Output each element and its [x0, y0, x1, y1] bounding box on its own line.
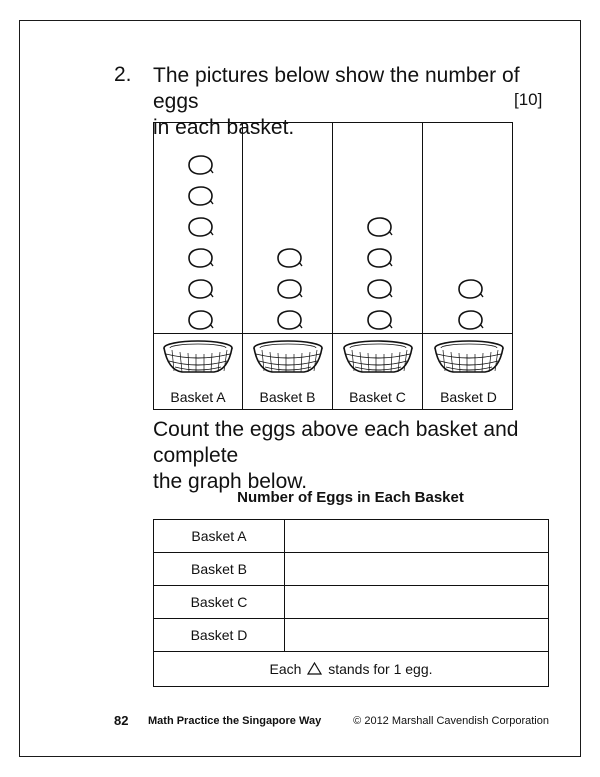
graph-row-label: Basket A	[154, 520, 285, 553]
key-after: stands for 1 egg.	[328, 660, 433, 677]
basket-column	[154, 123, 243, 409]
basket-icon	[160, 338, 236, 381]
egg-icon	[365, 309, 393, 336]
book-title: Math Practice the Singapore Way	[148, 715, 322, 727]
question-marks: [10]	[514, 90, 543, 109]
graph-row-label: Basket C	[154, 586, 285, 619]
basket-column	[423, 123, 514, 409]
picture-graph-table	[153, 519, 549, 687]
egg-icon	[186, 278, 214, 305]
basket-column	[243, 123, 333, 409]
graph-row-c	[154, 586, 549, 619]
egg-icon	[456, 278, 484, 305]
egg-icon	[365, 247, 393, 274]
egg-icon	[456, 309, 484, 336]
basket-label: Basket A	[170, 389, 226, 405]
graph-key	[154, 652, 549, 687]
egg-icon	[186, 216, 214, 243]
graph-row-label: Basket D	[154, 619, 285, 652]
egg-icon	[275, 247, 303, 274]
question-line-1: The pictures below show the number of eggs	[153, 64, 520, 113]
question-line-2: in each basket.	[153, 116, 295, 139]
graph-key-row	[154, 652, 549, 687]
basket-label: Basket B	[259, 389, 316, 405]
egg-icon	[275, 278, 303, 305]
egg-icon	[186, 247, 214, 274]
graph-answer-cell-b[interactable]	[285, 553, 549, 586]
graph-row-a	[154, 520, 549, 553]
graph-title: Number of Eggs in Each Basket	[237, 489, 464, 506]
egg-icon	[186, 185, 214, 212]
basket-label: Basket D	[440, 389, 497, 405]
basket-icon	[250, 338, 326, 381]
instruction-line-2: the graph below.	[153, 470, 308, 493]
instruction-text	[153, 417, 553, 495]
graph-answer-cell-c[interactable]	[285, 586, 549, 619]
basket-column	[333, 123, 423, 409]
egg-icon	[365, 216, 393, 243]
egg-icon	[275, 309, 303, 336]
egg-picture-table	[153, 122, 513, 410]
egg-icon	[365, 278, 393, 305]
page-number: 82	[114, 713, 129, 728]
basket-icon	[340, 338, 416, 381]
egg-icon	[186, 154, 214, 181]
instruction-line-1: Count the eggs above each basket and complete	[153, 418, 519, 467]
graph-answer-cell-d[interactable]	[285, 619, 549, 652]
basket-icon	[431, 338, 507, 381]
triangle-icon	[307, 662, 322, 678]
basket-label: Basket C	[349, 389, 406, 405]
question-number: 2.	[114, 63, 132, 86]
copyright-notice: © 2012 Marshall Cavendish Corporation	[353, 715, 549, 727]
egg-icon	[186, 309, 214, 336]
key-before: Each	[269, 660, 302, 677]
graph-row-d	[154, 619, 549, 652]
graph-row-b	[154, 553, 549, 586]
graph-answer-cell-a[interactable]	[285, 520, 549, 553]
graph-row-label: Basket B	[154, 553, 285, 586]
